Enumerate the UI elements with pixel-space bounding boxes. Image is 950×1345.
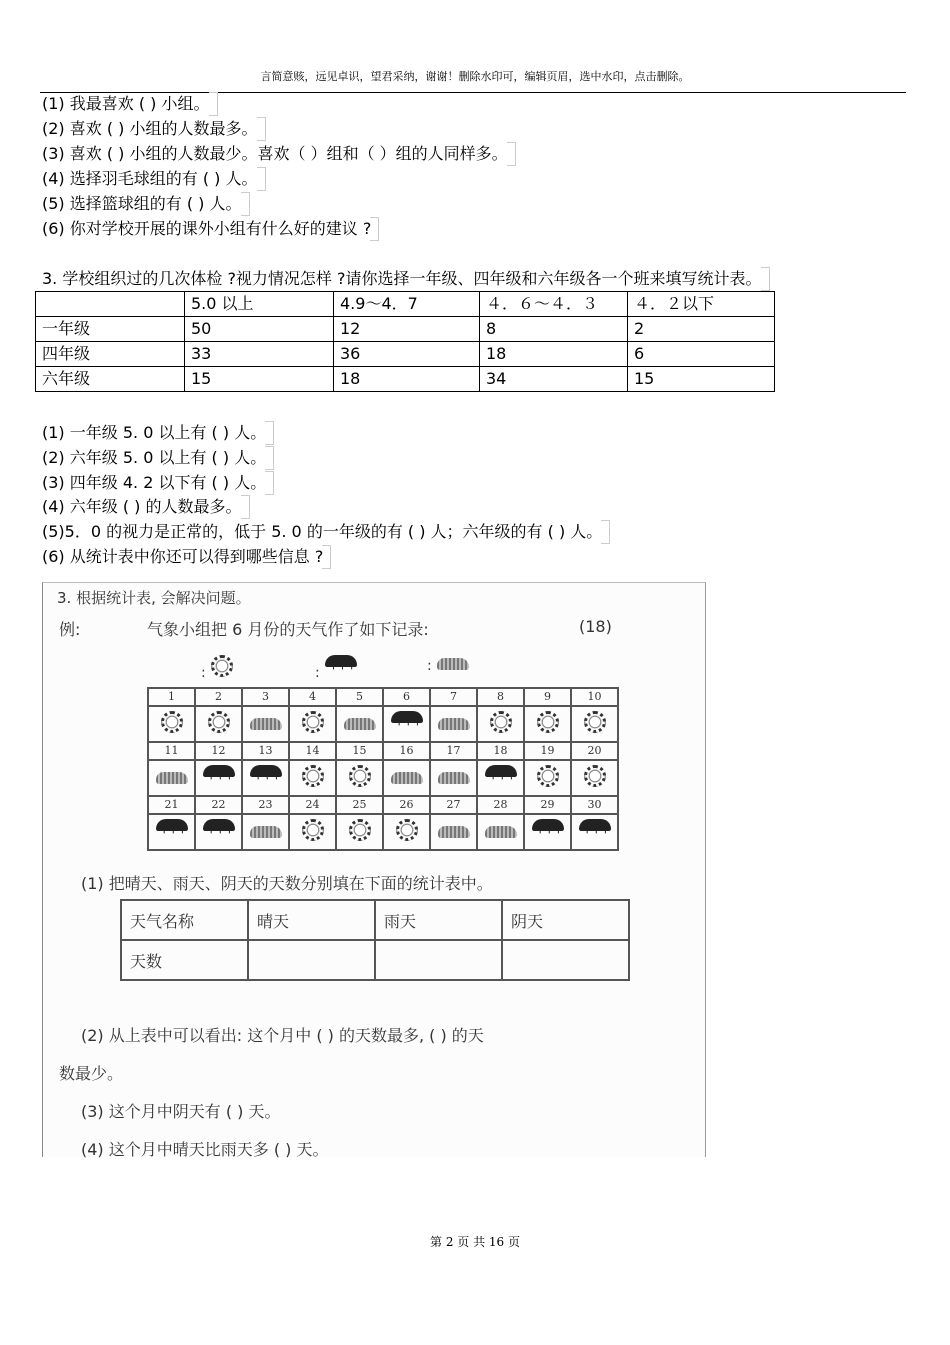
sun-icon [537, 765, 559, 787]
table-cell: 36 [334, 342, 480, 367]
sun-icon [396, 819, 418, 841]
weather-cell [524, 760, 571, 796]
day-number-row [148, 688, 618, 706]
rain-icon [391, 711, 423, 733]
table-cell: 18 [334, 367, 480, 392]
scanned-exercise-image [42, 582, 706, 1157]
weather-cell [289, 706, 336, 742]
table-cell: 2 [628, 317, 775, 342]
day-number: 26 [383, 796, 430, 814]
table-row [36, 367, 775, 392]
cloud-icon [485, 826, 517, 838]
day-number: 12 [195, 742, 242, 760]
weather-cell [289, 760, 336, 796]
sun-icon [161, 711, 183, 733]
day-number: 17 [430, 742, 477, 760]
page-header: 言简意赅，远见卓识，望君采纳，谢谢！删除水印可，编辑页眉，选中水印，点击删除。 [260, 70, 690, 83]
sun-icon [211, 655, 233, 677]
weather-icon-row [148, 706, 618, 742]
day-number: 6 [383, 688, 430, 706]
weather-cell [383, 760, 430, 796]
question-1-5: (5) 选择篮球组的有 ( ) 人。 [42, 194, 242, 214]
day-number: 10 [571, 688, 618, 706]
table-cell: 15 [185, 367, 334, 392]
table-cell: 一年级 [36, 317, 185, 342]
weather-cell [524, 814, 571, 850]
example-text: 气象小组把 6 月份的天气作了如下记录: [147, 620, 429, 639]
legend-rain: : ' ' ' [315, 655, 357, 681]
day-number: 28 [477, 796, 524, 814]
weather-cell [571, 814, 618, 850]
weather-cell [242, 760, 289, 796]
table-cell: 4.9～4．7 [334, 292, 480, 317]
weather-cell [571, 760, 618, 796]
sun-icon [584, 765, 606, 787]
weather-cell [148, 760, 195, 796]
day-number: 22 [195, 796, 242, 814]
table-cell: 50 [185, 317, 334, 342]
rain-icon [203, 819, 235, 841]
vision-table [35, 291, 775, 392]
table-cell: 六年级 [36, 367, 185, 392]
table-cell: 18 [480, 342, 628, 367]
day-number: 5 [336, 688, 383, 706]
weather-cell [242, 706, 289, 742]
question-1-2: (2) 喜欢 ( ) 小组的人数最多。 [42, 119, 258, 139]
weather-cell [383, 706, 430, 742]
day-number: 14 [289, 742, 336, 760]
weather-cell [524, 706, 571, 742]
cloud-icon [438, 718, 470, 730]
header-divider [40, 92, 906, 93]
question-3-5: (5)5．0 的视力是正常的，低于 5. 0 的一年级的有 ( ) 人；六年级的有 ( ) 人。 [42, 522, 602, 542]
scan-title: 3. 根据统计表, 会解决问题。 [57, 589, 251, 607]
table-cell: 阴天 [502, 900, 629, 940]
section-3-title: 3. 学校组织过的几次体检 ?视力情况怎样 ?请你选择一年级、四年级和六年级各一个班来填写统计表。 [42, 269, 762, 289]
day-number: 2 [195, 688, 242, 706]
scan-question-3: (3) 这个月中阴天有 ( ) 天。 [81, 1102, 281, 1121]
day-number: 25 [336, 796, 383, 814]
weather-cell [477, 760, 524, 796]
day-number: 30 [571, 796, 618, 814]
question-3-6: (6) 从统计表中你还可以得到哪些信息 ? [42, 547, 323, 567]
weather-calendar-grid [147, 687, 619, 851]
table-cell [502, 940, 629, 980]
day-number: 27 [430, 796, 477, 814]
sun-icon [208, 711, 230, 733]
weather-cell [571, 706, 618, 742]
question-1-3: (3) 喜欢 ( ) 小组的人数最少。喜欢（ ）组和（ ）组的人同样多。 [42, 144, 508, 164]
day-number: 19 [524, 742, 571, 760]
day-number: 20 [571, 742, 618, 760]
weather-cell [336, 706, 383, 742]
question-3-1: (1) 一年级 5. 0 以上有 ( ) 人。 [42, 423, 266, 443]
rain-icon [250, 765, 282, 787]
weather-cell [289, 814, 336, 850]
day-number-row [148, 796, 618, 814]
table-cell [375, 940, 502, 980]
question-1-4: (4) 选择羽毛球组的有 ( ) 人。 [42, 169, 258, 189]
table-cell: 34 [480, 367, 628, 392]
weather-cell [430, 706, 477, 742]
table-cell: ４．６～４．３ [480, 292, 628, 317]
weather-count-table [120, 899, 630, 981]
cloud-icon [156, 772, 188, 784]
day-number: 4 [289, 688, 336, 706]
weather-cell [195, 814, 242, 850]
weather-icon-row [148, 814, 618, 850]
cloud-icon [250, 826, 282, 838]
cloud-icon [250, 718, 282, 730]
day-number: 3 [242, 688, 289, 706]
weather-cell [430, 814, 477, 850]
weather-cell [148, 706, 195, 742]
weather-icon-row [148, 760, 618, 796]
scan-question-2: (2) 从上表中可以看出: 这个月中 ( ) 的天数最多, ( ) 的天 [81, 1026, 484, 1045]
table-row [121, 940, 629, 980]
vision-table-header [36, 292, 775, 317]
example-label: 例: [59, 620, 81, 639]
table-cell: 天数 [121, 940, 248, 980]
cloud-icon [344, 718, 376, 730]
sun-icon [584, 711, 606, 733]
table-cell: 天气名称 [121, 900, 248, 940]
scan-question-2-cont: 数最少。 [59, 1064, 124, 1083]
table-cell [36, 292, 185, 317]
day-number: 8 [477, 688, 524, 706]
scan-question-4: (4) 这个月中晴天比雨天多 ( ) 天。 [81, 1140, 329, 1159]
sun-icon [349, 819, 371, 841]
table-cell: 四年级 [36, 342, 185, 367]
weather-cell [430, 760, 477, 796]
weather-cell [195, 706, 242, 742]
weather-cell [242, 814, 289, 850]
rain-icon [532, 819, 564, 841]
day-number: 15 [336, 742, 383, 760]
legend-sun: : [201, 655, 233, 681]
question-3-3: (3) 四年级 4. 2 以下有 ( ) 人。 [42, 473, 266, 493]
question-3-2: (2) 六年级 5. 0 以上有 ( ) 人。 [42, 448, 266, 468]
legend-cloud: : [427, 655, 469, 674]
page-footer: 第 2 页 共 16 页 [430, 1235, 520, 1249]
sun-icon [302, 711, 324, 733]
day-number: 7 [430, 688, 477, 706]
table-cell: 15 [628, 367, 775, 392]
day-number: 24 [289, 796, 336, 814]
sun-icon [302, 765, 324, 787]
day-number: 9 [524, 688, 571, 706]
table-cell: 12 [334, 317, 480, 342]
day-number: 21 [148, 796, 195, 814]
day-number: 18 [477, 742, 524, 760]
sun-icon [537, 711, 559, 733]
weather-cell [477, 706, 524, 742]
rain-icon [485, 765, 517, 787]
weather-cell [336, 814, 383, 850]
day-number: 29 [524, 796, 571, 814]
points-label: (18) [579, 617, 612, 636]
day-number-row [148, 742, 618, 760]
table-cell: 晴天 [248, 900, 375, 940]
sun-icon [302, 819, 324, 841]
day-number: 1 [148, 688, 195, 706]
scan-question-1: (1) 把晴天、雨天、阴天的天数分别填在下面的统计表中。 [81, 874, 493, 893]
question-1-6: (6) 你对学校开展的课外小组有什么好的建议 ? [42, 219, 371, 239]
cloud-icon [437, 658, 469, 670]
table-cell: 雨天 [375, 900, 502, 940]
weather-cell [336, 760, 383, 796]
day-number: 11 [148, 742, 195, 760]
rain-icon [325, 655, 357, 677]
rain-icon [579, 819, 611, 841]
table-cell: 8 [480, 317, 628, 342]
cloud-icon [391, 772, 423, 784]
rain-icon [203, 765, 235, 787]
sun-icon [349, 765, 371, 787]
table-cell: 33 [185, 342, 334, 367]
table-row [36, 317, 775, 342]
day-number: 23 [242, 796, 289, 814]
weather-cell [195, 760, 242, 796]
table-cell: 6 [628, 342, 775, 367]
weather-cell [477, 814, 524, 850]
rain-icon [156, 819, 188, 841]
weather-cell [148, 814, 195, 850]
table-cell [248, 940, 375, 980]
table-cell: ４．２以下 [628, 292, 775, 317]
table-row [121, 900, 629, 940]
day-number: 16 [383, 742, 430, 760]
weather-cell [383, 814, 430, 850]
table-cell: 5.0 以上 [185, 292, 334, 317]
sun-icon [490, 711, 512, 733]
cloud-icon [438, 826, 470, 838]
day-number: 13 [242, 742, 289, 760]
cloud-icon [438, 772, 470, 784]
question-3-4: (4) 六年级 ( ) 的人数最多。 [42, 497, 242, 517]
table-row [36, 342, 775, 367]
question-1-1: (1) 我最喜欢 ( ) 小组。 [42, 94, 210, 114]
